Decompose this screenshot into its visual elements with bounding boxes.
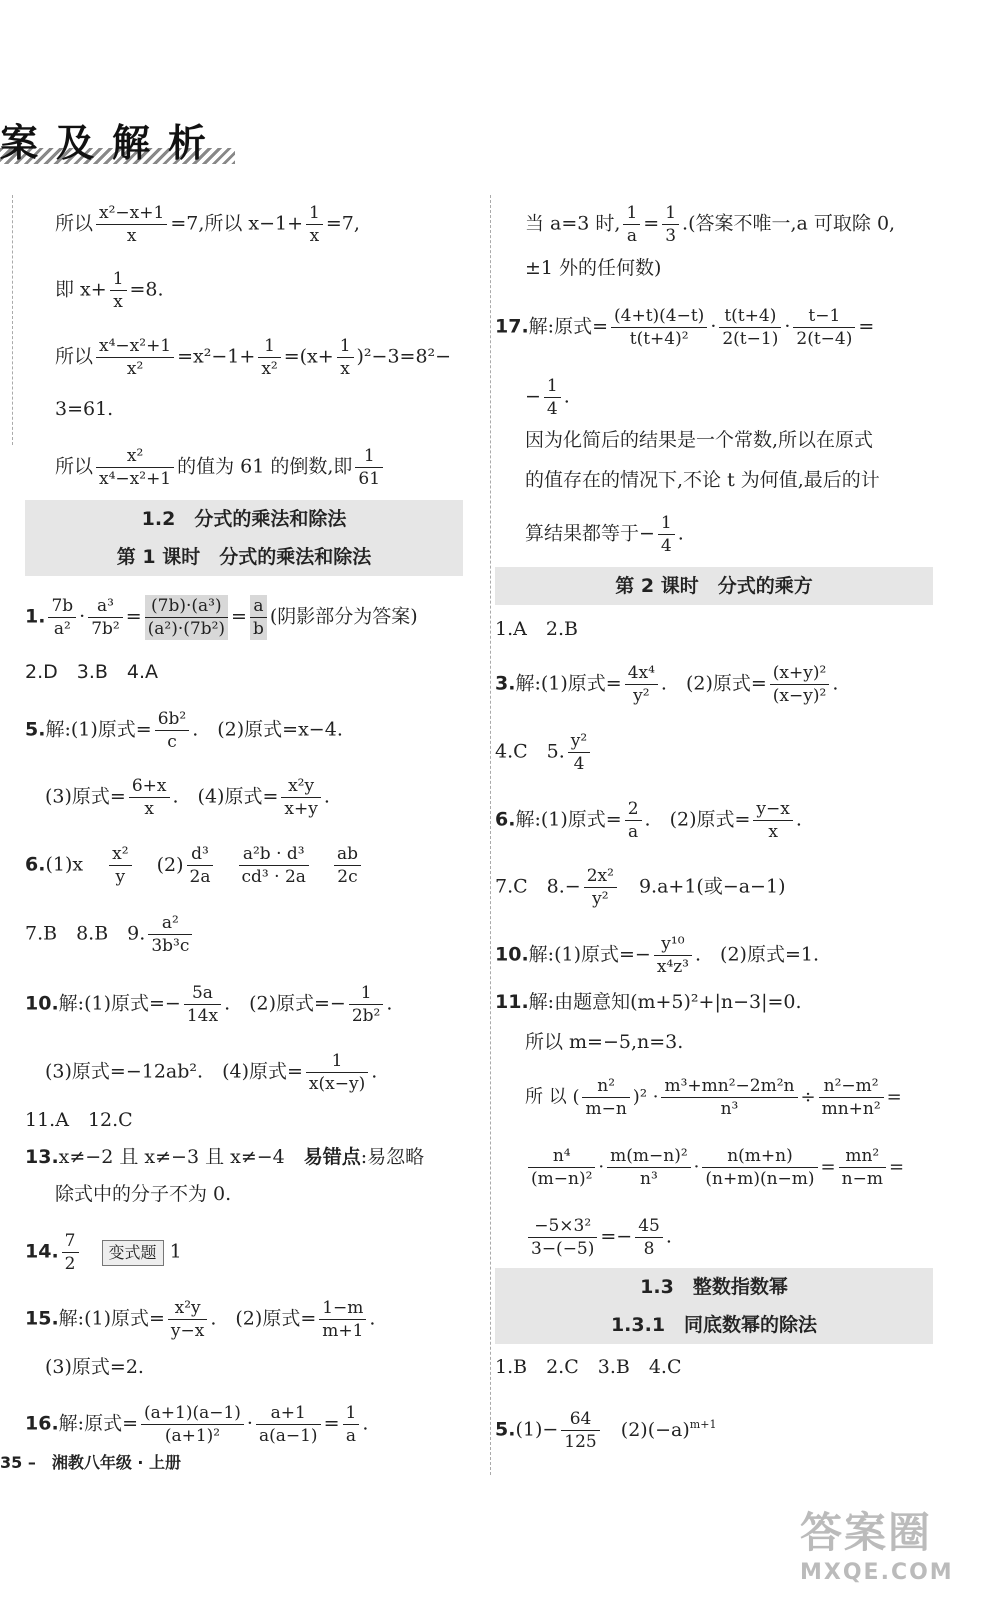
r-answer-3: 3.解:(1)原式= $\frac{\text{4x⁴}}{\text{y²}}$ . (2)原式= $\frac{\text{(x+y)²}}{\text{(x−y)²}}$ .	[495, 663, 839, 706]
answer-17-text-1: 因为化简后的结果是一个常数,所以在原式	[525, 429, 874, 451]
r-answer-6: 6.解:(1)原式= $\frac{2}{a}$ . (2)原式= $\frac{y-x}{x}$ .	[495, 799, 802, 842]
answer-11-12: 11.A 12.C	[25, 1109, 133, 1131]
r-answer-1-4: 1.B 2.C 3.B 4.C	[495, 1356, 682, 1378]
answer-17-text-3: 算结果都等于− $\frac{1}{4}$ .	[525, 513, 684, 556]
column-divider	[490, 195, 491, 1475]
answer-1: 1. $\frac{7b}{\text{a²}}$ · $\frac{\text{a³}}{\text{7b²}}$ = $\frac{\text{(7b)·(a³)}}{\text{(a²)·(7b²)}}$ = $\frac{a}{b}$ (阴影部分为答案)	[25, 596, 418, 639]
r-answer-11: 11.解:由题意知(m+5)²+|n−3|=0.	[495, 991, 802, 1013]
answer-17-result: − $\frac{1}{4}$ .	[525, 376, 570, 419]
left-line-1: 所以 $\frac{\text{x²−x+1}}{x}$ =7,所以 x−1+ $\frac{1}{x}$ =7,	[55, 203, 360, 246]
answer-16: 16.解:原式= $\frac{(a+1)(a-1)}{\text{(a+1)²}}$ · $\frac{a+1}{a(a-1)}$ = $\frac{1}{a}$ .	[25, 1403, 369, 1446]
answer-10: 10.解:(1)原式=− $\frac{5a}{14x}$ . (2)原式=− $\frac{1}{\text{2b²}}$ .	[25, 983, 393, 1026]
answer-13-cont: 除式中的分子不为 0.	[55, 1183, 232, 1205]
page-footer: 35 – 湘教八年级 · 上册	[0, 1453, 182, 1472]
r-answer-5: 5.(1)− $\frac{64}{125}$ $(2)(-a)^{m+1}$	[495, 1409, 717, 1452]
left-margin-rule	[12, 195, 13, 445]
answer-13: 13.x≠−2 且 x≠−3 且 x≠−4 易错点:易忽略	[25, 1146, 425, 1168]
answer-2-4: 2.D 3.B 4.A	[25, 661, 159, 683]
r-answer-11-line-2: 所以 m=−5,n=3.	[525, 1031, 684, 1053]
r-answer-10: 10.解:(1)原式=− $\frac{\text{y¹⁰}}{\text{x⁴z³}}$ . (2)原式=1.	[495, 934, 820, 977]
answer-5-cont: (3)原式= $\frac{6+x}{x}$ . (4)原式= $\frac{\text{x²y}}{x+y}$ .	[45, 776, 330, 819]
r-answer-11-line-3: 所 以 ( $\frac{\text{n²}}{m-n}$ )² · $\frac{\text{m³+mn²−2m²n}}{\text{n³}}$ ÷ $\frac{\text{n²−m²}}{\text{mn+n²}}$ =	[525, 1076, 902, 1119]
section-heading-1-2: 1.2 分式的乘法和除法	[25, 500, 463, 538]
answer-7-9: 7.B 8.B 9. $\frac{\text{a²}}{\text{3b³c}}$	[25, 912, 195, 957]
r-answer-1-2: 1.A 2.B	[495, 618, 578, 640]
answer-15: 15.解:(1)原式= $\frac{\text{x²y}}{y-x}$ . (2)原式= $\frac{1-m}{m+1}$ .	[25, 1298, 376, 1341]
answer-17-text-2: 的值存在的情况下,不论 t 为何值,最后的计	[525, 469, 880, 491]
r-answer-7-9: 7.C 8.− $\frac{\text{2x²}}{\text{y²}}$ 9.a+1(或−a−1)	[495, 866, 786, 909]
left-line-3: 所以 $\frac{\text{x⁴−x²+1}}{\text{x²}}$ =x²−1+ $\frac{1}{\text{x²}}$ =(x+ $\frac{1}{x}$ )²−3=8²−	[55, 336, 452, 379]
answer-10-cont: (3)原式=−12ab². (4)原式= $\frac{1}{x(x-y)}$ .	[45, 1051, 378, 1094]
r-answer-11-line-5: $\frac{\text{−5×3²}}{3-(-5)}$ =− $\frac{45}{8}$ .	[525, 1215, 672, 1260]
answer-15-cont: (3)原式=2.	[45, 1356, 144, 1378]
section-heading-1-3: 1.3 整数指数幂	[495, 1268, 933, 1306]
left-line-4: 3=61.	[55, 398, 114, 420]
answer-17: 17.解:原式= $\frac{(4+t)(4-t)}{\text{t(t+4)²}}$ · $\frac{t(t+4)}{2(t-1)}$ · $\frac{t-1}{2(t-4)}$ =	[495, 306, 875, 349]
watermark-logo: 答案圈 MXQE.COM	[800, 1508, 954, 1585]
lesson-heading-2: 第 2 课时 分式的乘方	[495, 567, 933, 605]
right-line-2: ±1 外的任何数)	[525, 257, 662, 279]
r-answer-4-5: 4.C 5. $\frac{\text{y²}}{4}$	[495, 730, 593, 775]
lesson-heading-1: 第 1 课时 分式的乘法和除法	[25, 538, 463, 576]
answer-5: 5.解:(1)原式= $\frac{\text{6b²}}{c}$ . (2)原式=x−4.	[25, 709, 343, 752]
page-header-title: 案及解析	[0, 121, 225, 165]
variant-question-tag: 变式题	[102, 1240, 164, 1266]
answer-6: 6.(1)x $\frac{\text{x²}}{y}$ (2) $\frac{\text{d³}}{2a}$ $\frac{\text{a²b · d³}}{\text{cd³ · 2a}}$ $\frac{ab}{2c}$	[25, 843, 364, 888]
left-line-2: 即 x+ $\frac{1}{x}$ =8.	[55, 269, 164, 312]
answer-14: 14. $\frac{7}{2}$ 变式题 1	[25, 1231, 182, 1274]
left-line-5: 所以 $\frac{\text{x²}}{\text{x⁴−x²+1}}$ 的值为 61 的倒数,即 $\frac{1}{61}$	[55, 445, 386, 490]
r-answer-11-line-4: $\frac{\text{n⁴}}{\text{(m−n)²}}$ · $\frac{\text{m(m−n)²}}{\text{n³}}$ · $\frac{n(m+n)}{(n+m)(n-m)}$ = $\frac{\text{mn²}}{n-m}$ =	[525, 1145, 904, 1190]
right-line-1: 当 a=3 时, $\frac{1}{a}$ = $\frac{1}{3}$ .(答案不唯一,a 可取除 0,	[525, 203, 896, 246]
subsection-heading-1-3-1: 1.3.1 同底数幂的除法	[495, 1306, 933, 1344]
